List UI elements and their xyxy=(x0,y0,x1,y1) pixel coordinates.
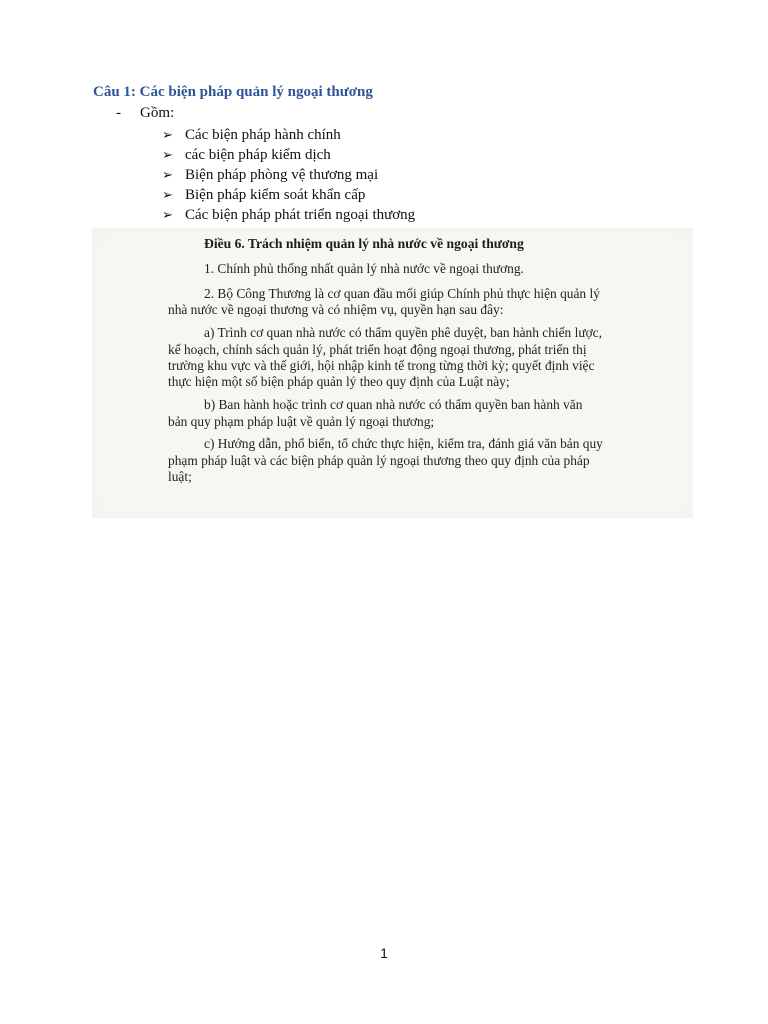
intro-line xyxy=(116,105,174,122)
excerpt-line: b) Ban hành hoặc trình cơ quan nhà nước có thẩm quyền ban hành văn xyxy=(204,397,583,412)
excerpt-line: c) Hướng dẫn, phổ biến, tổ chức thực hiện, kiểm tra, đánh giá văn bản quy xyxy=(204,436,603,451)
excerpt-line: thực hiện một số biện pháp quản lý theo quy định của Luật này; xyxy=(168,374,510,389)
arrowhead-bullet-icon: ➢ xyxy=(162,128,173,143)
list-item-text: Các biện pháp phát triển ngoại thương xyxy=(185,207,416,223)
arrowhead-bullet-icon: ➢ xyxy=(162,188,173,203)
scanned-law-excerpt-image xyxy=(92,228,693,518)
arrowhead-bullet-icon: ➢ xyxy=(162,208,173,223)
list-item-text: các biện pháp kiểm dịch xyxy=(185,147,331,163)
excerpt-line: 1. Chính phủ thống nhất quản lý nhà nước về ngoại thương. xyxy=(204,261,524,276)
list-item-text: Biện pháp kiểm soát khẩn cấp xyxy=(185,187,366,203)
dash-bullet: - xyxy=(116,105,121,121)
list-item xyxy=(162,145,415,165)
section-heading: Câu 1: Các biện pháp quản lý ngoại thương xyxy=(93,84,373,100)
list-item-text: Các biện pháp hành chính xyxy=(185,127,341,143)
excerpt-line: phạm pháp luật và các biện pháp quản lý ngoại thương theo quy định của pháp xyxy=(168,453,590,468)
page-number: 1 xyxy=(380,945,388,961)
excerpt-line: kế hoạch, chính sách quản lý, phát triển hoạt động ngoại thương, phát triển thị xyxy=(168,342,587,357)
list-item xyxy=(162,125,415,145)
list-item xyxy=(162,185,415,205)
intro-label: Gồm: xyxy=(140,105,175,121)
arrowhead-bullet-icon: ➢ xyxy=(162,148,173,163)
article-title: Điều 6. Trách nhiệm quản lý nhà nước về ngoại thương xyxy=(204,236,524,251)
excerpt-line: a) Trình cơ quan nhà nước có thẩm quyền phê duyệt, ban hành chiến lược, xyxy=(204,325,602,340)
arrowhead-bullet-icon: ➢ xyxy=(162,168,173,183)
excerpt-line: nhà nước về ngoại thương và có nhiệm vụ, quyền hạn sau đây: xyxy=(168,302,504,317)
excerpt-line: luật; xyxy=(168,469,192,484)
list-item xyxy=(162,205,415,225)
excerpt-line: trường khu vực và thế giới, hội nhập kinh tế trong từng thời kỳ; quyết định việc xyxy=(168,358,595,373)
list-item-text: Biện pháp phòng vệ thương mại xyxy=(185,167,379,183)
excerpt-line: 2. Bộ Công Thương là cơ quan đầu mối giúp Chính phủ thực hiện quản lý xyxy=(204,286,600,301)
measures-list xyxy=(162,125,415,225)
list-item xyxy=(162,165,415,185)
excerpt-line: bản quy phạm pháp luật về quản lý ngoại thương; xyxy=(168,414,435,429)
